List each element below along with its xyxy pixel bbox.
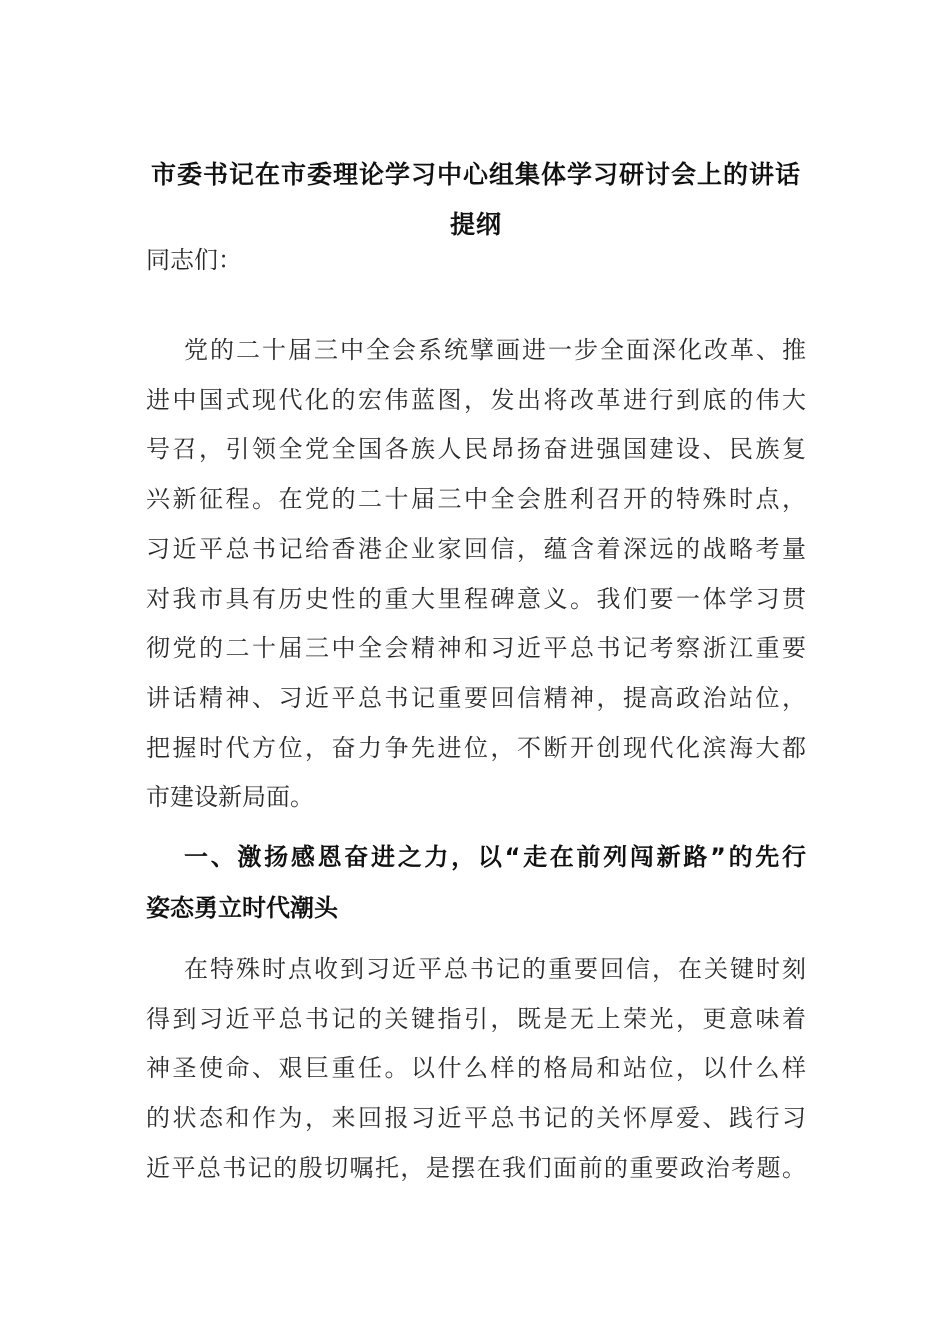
section-paragraph xyxy=(146,945,806,1194)
paragraph-line: 进中国式现代化的宏伟蓝图，发出将改革进行到底的伟大 xyxy=(146,385,806,414)
paragraph-line: 把握时代方位，奋力争先进位，不断开创现代化滨海大都 xyxy=(146,733,806,762)
salutation: 同志们： xyxy=(146,246,242,274)
heading-line: 姿态勇立时代潮头 xyxy=(146,894,338,922)
paragraph-line: 在特殊时点收到习近平总书记的重要回信，在关键时刻 xyxy=(184,955,806,983)
paragraph-line: 号召，引领全党全国各族人民昂扬奋进强国建设、民族复 xyxy=(146,435,806,464)
paragraph-line: 彻党的二十届三中全会精神和习近平总书记考察浙江重要 xyxy=(146,634,806,663)
paragraph-line: 近平总书记的殷切嘱托，是摆在我们面前的重要政治考题。 xyxy=(146,1153,806,1182)
paragraph-line: 讲话精神、习近平总书记重要回信精神，提高政治站位， xyxy=(146,683,806,712)
paragraph-line: 党的二十届三中全会系统擘画进一步全面深化改革、推 xyxy=(184,336,806,364)
document-title xyxy=(146,150,806,250)
paragraph-line: 兴新征程。在党的二十届三中全会胜利召开的特殊时点， xyxy=(146,485,806,514)
paragraph-line: 神圣使命、艰巨重任。以什么样的格局和站位，以什么样 xyxy=(146,1054,806,1083)
title-line: 提纲 xyxy=(449,210,502,239)
paragraph-line: 习近平总书记给香港企业家回信，蕴含着深远的战略考量 xyxy=(146,534,806,563)
heading-line: 一、激扬感恩奋进之力，以“走在前列闯新路”的先行 xyxy=(184,843,806,871)
intro-paragraph xyxy=(146,326,806,823)
paragraph-line: 的状态和作为，来回报习近平总书记的关怀厚爱、践行习 xyxy=(146,1104,806,1133)
section-heading xyxy=(146,832,806,934)
paragraph-line: 市建设新局面。 xyxy=(146,783,314,812)
paragraph-line: 对我市具有历史性的重大里程碑意义。我们要一体学习贯 xyxy=(146,584,806,613)
paragraph-line: 得到习近平总书记的关键指引，既是无上荣光，更意味着 xyxy=(146,1004,806,1033)
title-line: 市委书记在市委理论学习中心组集体学习研讨会上的讲话 xyxy=(150,160,801,189)
